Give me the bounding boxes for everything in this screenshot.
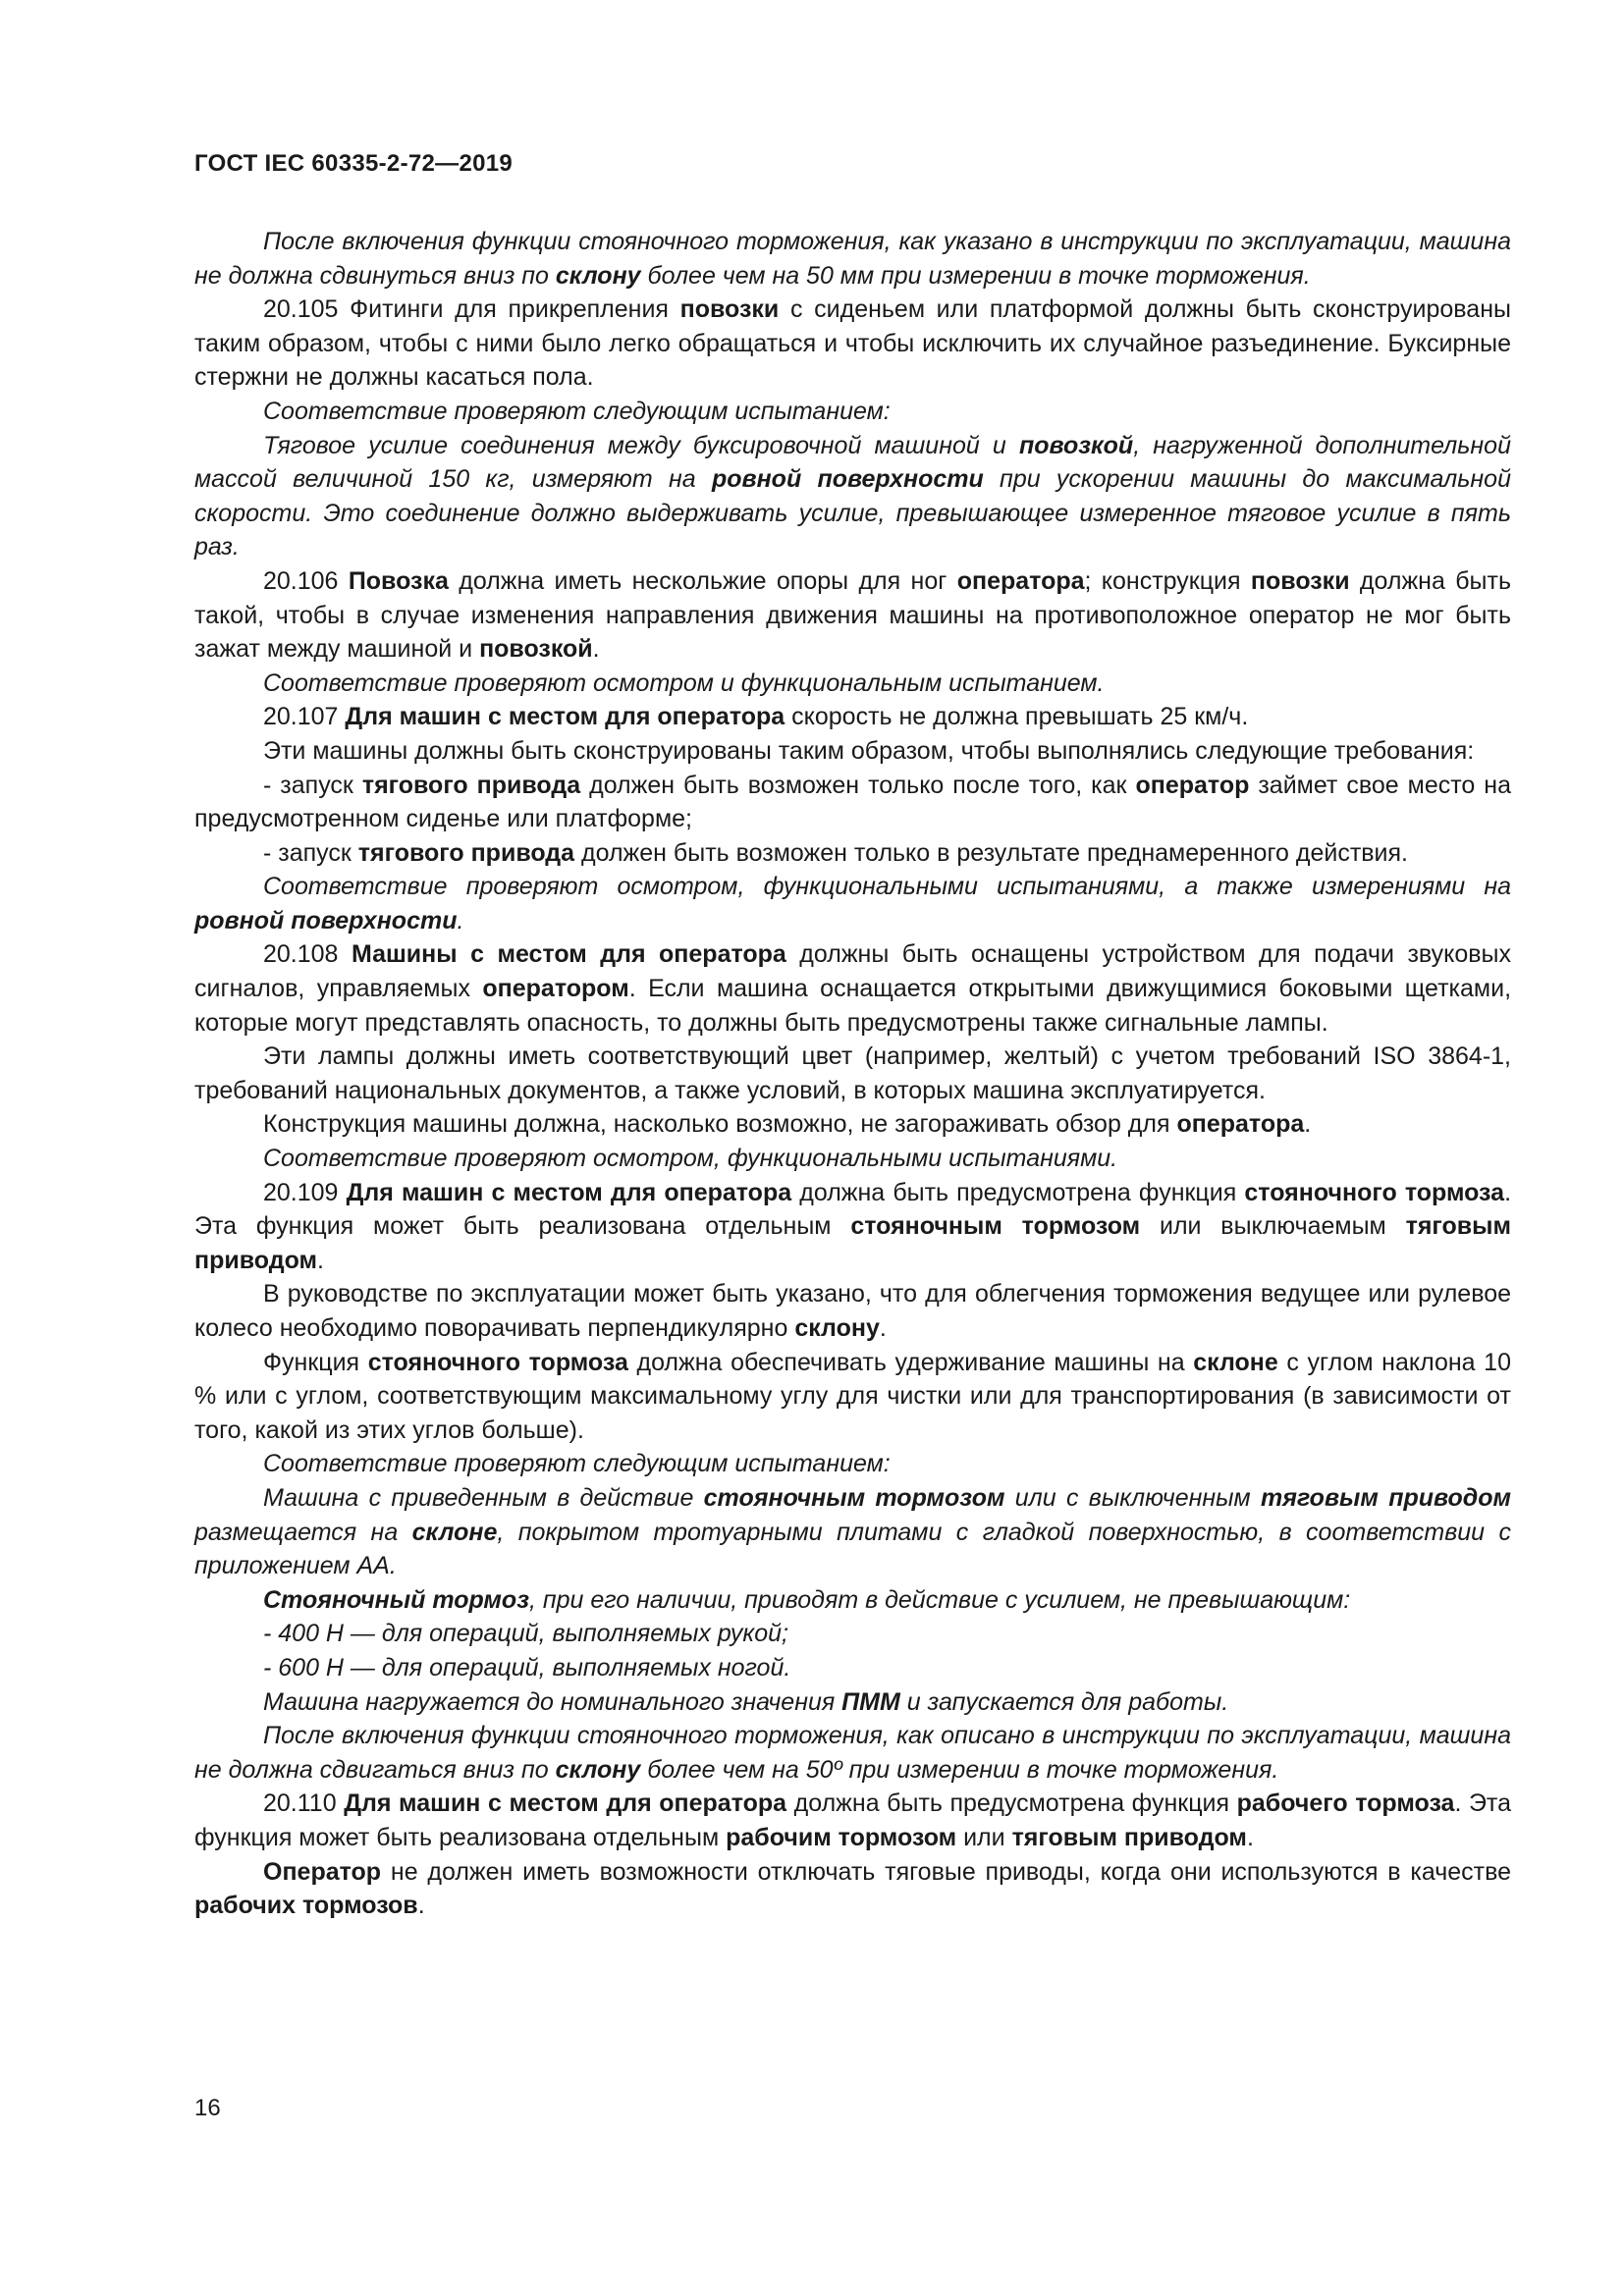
- text-run: 20.105 Фитинги для прикрепления: [263, 295, 680, 324]
- text-run: не должен иметь возможности отключать тяговые приводы, когда они используются в качестве: [381, 1857, 1511, 1886]
- text-run: Соответствие проверяют следующим испытанием:: [263, 1450, 891, 1478]
- paragraph: [194, 1176, 1511, 1278]
- paragraph: [194, 225, 1511, 293]
- text-run: или выключаемым: [1140, 1212, 1406, 1241]
- paragraph: [194, 700, 1511, 734]
- bold-term: Для машин с местом для оператора: [346, 1178, 792, 1206]
- bold-term: Стояночный тормоз: [263, 1585, 529, 1614]
- paragraph: [194, 769, 1511, 836]
- text-run: Тяговое усилие соединения между буксировочной машиной и: [263, 431, 1019, 459]
- bold-term: повозкой: [1018, 431, 1134, 459]
- bold-term: стояночным тормозом: [703, 1483, 1005, 1512]
- bold-term: Оператор: [263, 1857, 382, 1886]
- bold-term: тяговым приводом: [1011, 1823, 1247, 1851]
- text-run: .: [457, 906, 464, 934]
- text-run: должна иметь нескольжие опоры для ног: [448, 566, 957, 595]
- paragraph: [194, 1583, 1511, 1618]
- text-run: - 400 Н — для операций, выполняемых рукой;: [263, 1620, 788, 1648]
- bold-term: склоне: [1193, 1348, 1278, 1376]
- bold-term: склону: [555, 1755, 641, 1784]
- text-run: более чем на 50 мм при измерении в точке торможения.: [640, 261, 1311, 290]
- bold-term: склоне: [411, 1518, 498, 1546]
- bold-term: ровной поверхности: [711, 465, 984, 494]
- text-run: После включения функции стояночного торможения, как описано в инструкции по эксплуатации, машина не должна сдвигаться вниз по: [194, 1722, 1511, 1784]
- text-run: должен быть возможен только после того, как: [580, 771, 1136, 799]
- bold-term: рабочего тормоза: [1236, 1789, 1455, 1818]
- paragraph: [194, 1142, 1511, 1176]
- bold-term: тягового привода: [357, 838, 575, 867]
- text-run: Машина нагружается до номинального значения: [263, 1687, 842, 1716]
- paragraph: [194, 564, 1511, 667]
- text-run: Функция: [263, 1348, 368, 1376]
- text-run: Соответствие проверяют осмотром, функциональными испытаниями, а также измерениями на: [263, 873, 1511, 901]
- text-run: - запуск: [263, 771, 362, 799]
- text-run: с сиденьем или платформой должны быть сконструированы таким образом, чтобы с ними было легко обращаться и чтобы исключить их случайное разъединение. Буксирные стержни не должны касаться пола.: [194, 295, 1511, 392]
- text-run: 20.107: [263, 703, 346, 731]
- text-run: , покрытом тротуарными плитами с гладкой поверхностью, в соответствии с приложением АА.: [194, 1518, 1511, 1580]
- text-run: В руководстве по эксплуатации может быть указано, что для облегчения торможения ведущее или рулевое колесо необходимо поворачивать перпендикулярно: [194, 1280, 1511, 1342]
- page-number: 16: [194, 2095, 221, 2121]
- bold-term: склону: [794, 1314, 880, 1342]
- bold-term: оператора: [956, 566, 1085, 595]
- paragraph: [194, 1855, 1511, 1923]
- text-run: или с выключенным: [1004, 1483, 1262, 1512]
- text-run: должна обеспечивать удерживание машины на: [627, 1348, 1194, 1376]
- paragraph: [194, 1685, 1511, 1720]
- text-run: , нагруженной дополнительной массой величиной 150 кг, измеряют на: [194, 431, 1511, 494]
- paragraph: [194, 1277, 1511, 1345]
- paragraph: [194, 429, 1511, 564]
- text-run: . Эта функция может быть реализована отдельным: [194, 1178, 1512, 1241]
- text-run: или: [956, 1823, 1012, 1851]
- text-run: .: [417, 1892, 425, 1920]
- text-run: при ускорении машины до максимальной скорости. Это соединение должно выдерживать усилие, превышающее измеренное тяговое усилие в пять раз.: [194, 465, 1511, 561]
- bold-term: Для машин с местом для оператора: [345, 703, 785, 731]
- text-run: более чем на 50º при измерении в точке торможения.: [640, 1755, 1279, 1784]
- paragraph: [194, 1651, 1511, 1685]
- text-run: . Эта функция может быть реализована отдельным: [194, 1789, 1512, 1851]
- paragraph: [194, 1107, 1511, 1142]
- paragraph: [194, 1787, 1511, 1854]
- bold-term: Повозка: [348, 566, 449, 595]
- bold-term: оператором: [482, 975, 629, 1003]
- bold-term: повозки: [1250, 566, 1350, 595]
- text-run: .: [317, 1246, 324, 1274]
- paragraph: [194, 1040, 1511, 1107]
- text-run: Эти машины должны быть сконструированы таким образом, чтобы выполнялись следующие требования:: [263, 736, 1475, 765]
- bold-term: ровной поверхности: [194, 906, 458, 934]
- bold-term: повозки: [679, 295, 780, 324]
- text-run: с углом наклона 10 % или с углом, соответствующим максимальному углу для чистки или для транспортирования (в зависимости от того, какой из этих углов больше).: [194, 1348, 1511, 1444]
- text-run: Конструкция машины должна, насколько возможно, не загораживать обзор для: [263, 1110, 1177, 1139]
- document-code-header: ГОСТ IEC 60335-2-72—2019: [194, 150, 514, 177]
- text-run: - 600 Н — для операций, выполняемых ногой.: [263, 1653, 791, 1682]
- bold-term: рабочим тормозом: [726, 1823, 957, 1851]
- text-run: и запускается для работы.: [899, 1687, 1229, 1716]
- paragraph: [194, 395, 1511, 429]
- paragraph: [194, 1719, 1511, 1787]
- text-run: должна быть предусмотрена функция: [791, 1178, 1245, 1206]
- text-run: 20.110: [263, 1789, 345, 1818]
- text-run: Эти лампы должны иметь соответствующий цвет (например, желтый) с учетом требований ISO 3864-1, требований национальных документов, а также условий, в которых машина эксплуатируется.: [194, 1042, 1511, 1104]
- bold-term: рабочих тормозов: [194, 1892, 418, 1920]
- paragraph: [194, 667, 1511, 701]
- bold-term: стояночного тормоза: [367, 1348, 628, 1376]
- text-run: должны быть оснащены устройством для подачи звуковых сигналов, управляемых: [194, 940, 1512, 1003]
- paragraph: [194, 1617, 1511, 1651]
- bold-term: ПММ: [841, 1687, 900, 1716]
- bold-term: тяговым приводом: [1261, 1483, 1511, 1512]
- paragraph: [194, 1481, 1511, 1583]
- bold-term: склону: [555, 261, 641, 290]
- bold-term: стояночного тормоза: [1244, 1178, 1505, 1206]
- text-run: , при его наличии, приводят в действие с усилием, не превышающим:: [528, 1585, 1351, 1614]
- text-run: . Если машина оснащается открытыми движущимися боковыми щетками, которые могут представлять опасность, то должны быть предусмотрены также сигнальные лампы.: [194, 975, 1512, 1037]
- text-run: должна быть предусмотрена функция: [786, 1789, 1237, 1818]
- text-run: скорость не должна превышать 25 км/ч.: [785, 703, 1249, 731]
- bold-term: Для машин с местом для оператора: [344, 1789, 787, 1818]
- paragraph: [194, 1447, 1511, 1481]
- text-run: размещается на: [194, 1518, 412, 1546]
- text-run: должен быть возможен только в результате преднамеренного действия.: [574, 838, 1409, 867]
- paragraph: [194, 937, 1511, 1040]
- bold-term: оператор: [1135, 771, 1250, 799]
- document-body: [194, 225, 1511, 1923]
- text-run: Соответствие проверяют осмотром, функциональными испытаниями.: [263, 1145, 1118, 1173]
- text-run: 20.106: [263, 566, 349, 595]
- text-run: займет свое место на предусмотренном сиденье или платформе;: [194, 771, 1511, 833]
- text-run: Соответствие проверяют следующим испытанием:: [263, 397, 891, 425]
- text-run: - запуск: [263, 838, 358, 867]
- text-run: Соответствие проверяют осмотром и функциональным испытанием.: [263, 668, 1105, 697]
- text-run: должна быть такой, чтобы в случае изменения направления движения машины на противоположное оператор не мог быть зажат между машиной и: [194, 566, 1511, 664]
- text-run: 20.109: [263, 1178, 347, 1206]
- bold-term: стояночным тормозом: [850, 1212, 1141, 1241]
- paragraph: [194, 734, 1511, 769]
- text-run: .: [879, 1314, 887, 1342]
- bold-term: оператора: [1176, 1110, 1305, 1139]
- text-run: .: [1304, 1110, 1312, 1139]
- paragraph: [194, 836, 1511, 871]
- text-run: 20.108: [263, 940, 352, 969]
- bold-term: Машины с местом для оператора: [351, 940, 786, 969]
- paragraph: [194, 293, 1511, 395]
- text-run: После включения функции стояночного торможения, как указано в инструкции по эксплуатации, машина не должна сдвинуться вниз по: [194, 228, 1511, 290]
- text-run: .: [1246, 1823, 1254, 1851]
- bold-term: тяговым приводом: [194, 1212, 1511, 1274]
- bold-term: повозкой: [479, 635, 593, 664]
- text-run: Машина с приведенным в действие: [263, 1483, 704, 1512]
- bold-term: тягового привода: [361, 771, 581, 799]
- text-run: ; конструкция: [1084, 566, 1251, 595]
- paragraph: [194, 1346, 1511, 1448]
- text-run: .: [592, 635, 600, 664]
- paragraph: [194, 870, 1511, 937]
